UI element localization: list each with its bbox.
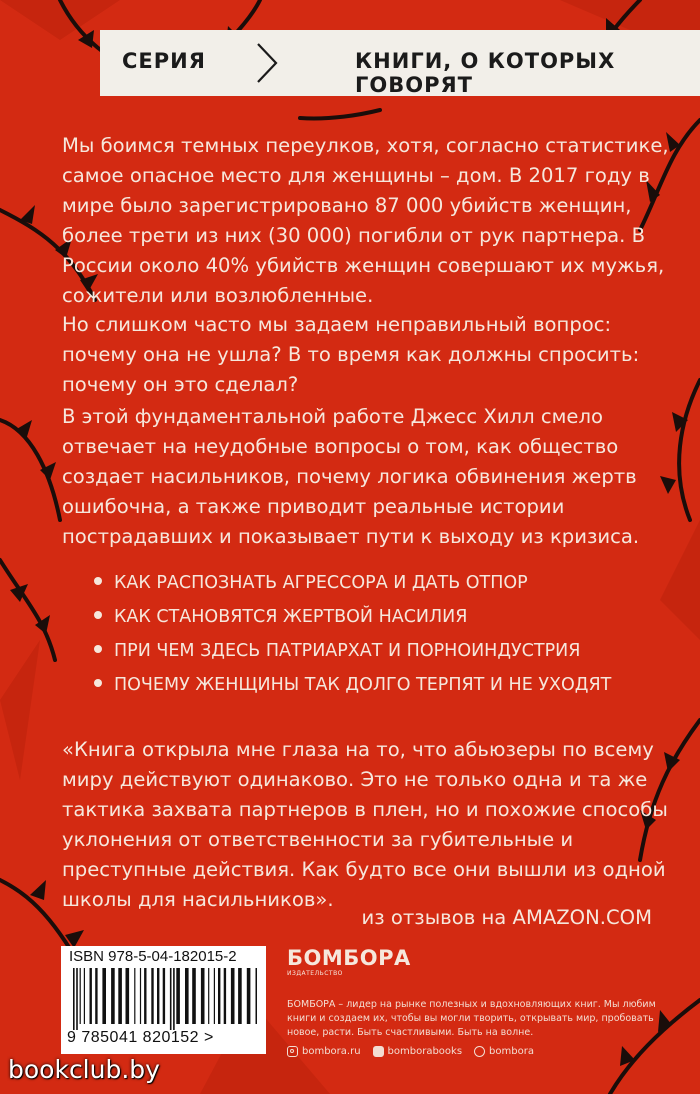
barcode-bar: [176, 968, 180, 1024]
description-paragraph-1: Мы боимся темных переулков, хотя, согласно статистике, самое опасное место для женщины – дом. В 2017 году в мире было зарегистрировано 87 000 убийств женщин, более трети из них (30 000) погибли от рук партнера. В России около 40% убийств женщин совершают их мужья, сожители или возлюбленные.: [62, 134, 669, 307]
barcode-bar: [218, 968, 220, 1024]
list-item: ПРИ ЧЕМ ЗДЕСЬ ПАТРИАРХАТ И ПОРНОИНДУСТРИЯ: [94, 634, 611, 668]
publisher-block: [287, 946, 677, 1057]
barcode-bar: [238, 968, 242, 1024]
publisher-description: БОМБОРА – лидер на рынке полезных и вдохновляющих книг. Мы любим книги и создаем их, чтобы вы могли творить, открывать мир, пробовать новое, расти. Быть счастливыми. Быть на волне.: [287, 999, 656, 1038]
barcode-bar: [163, 968, 165, 1024]
barcode-bar: [144, 968, 146, 1024]
barcode-bar: [140, 968, 141, 1024]
bullet-icon: [94, 611, 102, 619]
bullet-icon: [94, 577, 102, 585]
series-label: СЕРИЯ: [122, 49, 206, 73]
bullet-icon: [94, 679, 102, 687]
bullet-icon: [94, 645, 102, 653]
series-title: КНИГИ, О КОТОРЫХ ГОВОРЯТ: [355, 49, 616, 97]
description-paragraph-3: В этой фундаментальной работе Джесс Хилл смело отвечает на неудобные вопросы о том, как общество создает насильников, почему логика обвинения жертв ошибочна, а также приводит реальные истории пострадавших и показывает пути к выходу из кризиса.: [62, 405, 640, 548]
barcode-bar: [256, 968, 258, 1024]
barcode-block: [61, 946, 266, 1054]
barcode-bar: [173, 968, 175, 1030]
barcode-bar: [231, 968, 235, 1024]
barcode-bar: [76, 968, 78, 1030]
barcode-bar: [134, 968, 135, 1024]
barcode-bar: [157, 968, 159, 1024]
barcode-bar: [201, 968, 205, 1024]
telegram-icon: [474, 1046, 485, 1057]
watermark: bookclub.by: [8, 1055, 160, 1084]
publisher-subtitle: ИЗДАТЕЛЬСТВО: [287, 970, 343, 977]
description-paragraph-2: Но слишком часто мы задаем неправильный вопрос: почему она не ушла? В то время как должны спросить: почему он это сделал?: [62, 313, 640, 396]
barcode-bar: [80, 968, 81, 1024]
barcode-bar: [126, 968, 130, 1024]
barcode-bar: [90, 968, 92, 1024]
barcode-bar: [214, 968, 215, 1024]
series-banner: [100, 30, 700, 96]
review-quote: «Книга открыла мне глаза на то, что абьюзеры по всему миру действуют одинаково. Это не только одна и та же тактика захвата партнеров в плен, но и похожие способы уклонения от ответственности за губительные и преступные действия. Как будто все они вышли из одной школы для насильников».: [62, 738, 668, 911]
review-source: из отзывов на AMAZON.COM: [361, 906, 652, 929]
publisher-logo: БОМБОРА: [287, 946, 411, 970]
social-link-vk[interactable]: bomborabooks: [373, 1046, 463, 1057]
list-item: ПОЧЕМУ ЖЕНЩИНЫ ТАК ДОЛГО ТЕРПЯТ И НЕ УХОДЯТ: [94, 668, 611, 702]
barcode-bar: [111, 968, 115, 1024]
barcode-bar: [208, 968, 209, 1024]
barcode-bar: [102, 968, 106, 1024]
barcode-bar: [95, 968, 97, 1024]
list-item: КАК РАСПОЗНАТЬ АГРЕССОРА И ДАТЬ ОТПОР: [94, 566, 611, 600]
barcode-bar: [84, 968, 85, 1024]
barcode-bar: [151, 968, 153, 1024]
social-link-instagram[interactable]: bombora.ru: [287, 1046, 361, 1057]
barcode: [71, 968, 257, 1030]
barcode-bar: [118, 968, 122, 1024]
instagram-icon: [287, 1046, 298, 1057]
barcode-bar: [185, 968, 189, 1024]
isbn-text: ISBN 978-5-04-182015-2: [69, 948, 237, 965]
social-links: [287, 1046, 677, 1057]
barcode-bar: [224, 968, 226, 1024]
barcode-bar: [73, 968, 75, 1030]
list-item: КАК СТАНОВЯТСЯ ЖЕРТВОЙ НАСИЛИЯ: [94, 600, 611, 634]
barcode-bar: [192, 968, 196, 1024]
feature-list: [94, 566, 611, 702]
barcode-bar: [170, 968, 172, 1030]
social-link-telegram[interactable]: bombora: [474, 1046, 534, 1057]
barcode-number: 9 785041 820152 >: [67, 1029, 214, 1046]
chevron-right-icon: [252, 41, 282, 85]
vk-icon: [373, 1046, 384, 1057]
barcode-bar: [247, 968, 251, 1024]
